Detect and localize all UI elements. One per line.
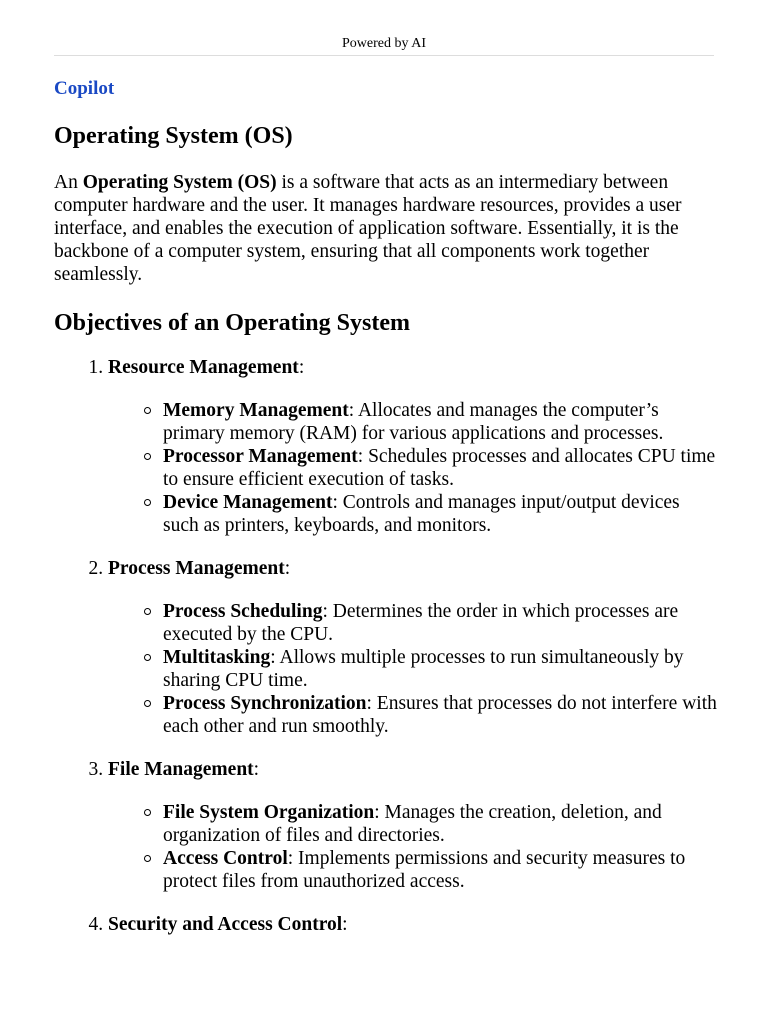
objective-colon: : <box>284 558 291 579</box>
objective-sublist <box>108 399 718 537</box>
brand-name: Copilot <box>54 78 115 99</box>
page-header <box>54 35 714 56</box>
list-item <box>163 399 718 445</box>
list-item-term: Process Synchronization <box>163 693 367 714</box>
objective-colon: : <box>298 357 305 378</box>
objective-item <box>108 758 718 893</box>
objective-item <box>108 356 718 537</box>
list-item-term: Access Control <box>163 848 288 869</box>
list-item-term: Process Scheduling <box>163 601 323 622</box>
objectives-list <box>54 356 718 936</box>
objective-title: File Management <box>108 759 254 780</box>
list-item <box>163 692 718 738</box>
list-item-description: : Ensures that processes do not interfere with each other and run smoothly. <box>163 693 717 737</box>
list-item-description: : Determines the order in which processes are executed by the CPU. <box>163 601 679 645</box>
document-body <box>54 74 718 956</box>
powered-by-label: Powered by AI <box>342 36 426 51</box>
list-item <box>163 646 718 692</box>
objective-colon: : <box>342 914 348 935</box>
list-item-description: : Implements permissions and security measures to protect files from unauthorized access. <box>163 848 686 892</box>
intro-paragraph <box>54 171 718 286</box>
objective-sublist <box>108 801 718 893</box>
list-item-description: : Controls and manages input/output devices such as printers, keyboards, and monitors. <box>163 492 680 536</box>
objective-colon: : <box>253 759 260 780</box>
objective-item <box>108 913 718 936</box>
list-item-term: Device Management <box>163 492 333 513</box>
intro-prefix: An <box>54 172 83 193</box>
list-item <box>163 491 718 537</box>
list-item-description: : Manages the creation, deletion, and organization of files and directories. <box>163 802 662 846</box>
intro-text: is a software that acts as an intermediary between computer hardware and the user. It manages hardware resources, provides a user interface, and enables the execution of application software. Essentially, it is the backbone of a computer system, ensuring that all components work together seamlessly. <box>54 172 682 285</box>
intro-term: Operating System (OS) <box>82 172 277 193</box>
list-item-term: Memory Management <box>163 400 349 421</box>
list-item-description: : Allows multiple processes to run simultaneously by sharing CPU time. <box>163 647 684 691</box>
page-title: Operating System (OS) <box>54 123 293 149</box>
objective-title: Process Management <box>108 558 285 579</box>
list-item-description: : Allocates and manages the computer’s primary memory (RAM) for various applications and processes. <box>163 400 664 444</box>
list-item-description: : Schedules processes and allocates CPU time to ensure efficient execution of tasks. <box>163 446 716 490</box>
list-item-term: Multitasking <box>163 647 271 668</box>
objective-title: Security and Access Control <box>108 914 343 935</box>
list-item <box>163 600 718 646</box>
list-item <box>163 801 718 847</box>
list-item <box>163 445 718 491</box>
objective-title: Resource Management <box>108 357 299 378</box>
objective-item <box>108 557 718 738</box>
list-item-term: File System Organization <box>163 802 375 823</box>
list-item <box>163 847 718 893</box>
objectives-heading: Objectives of an Operating System <box>54 310 410 336</box>
objective-sublist <box>108 600 718 738</box>
list-item-term: Processor Management <box>163 446 358 467</box>
